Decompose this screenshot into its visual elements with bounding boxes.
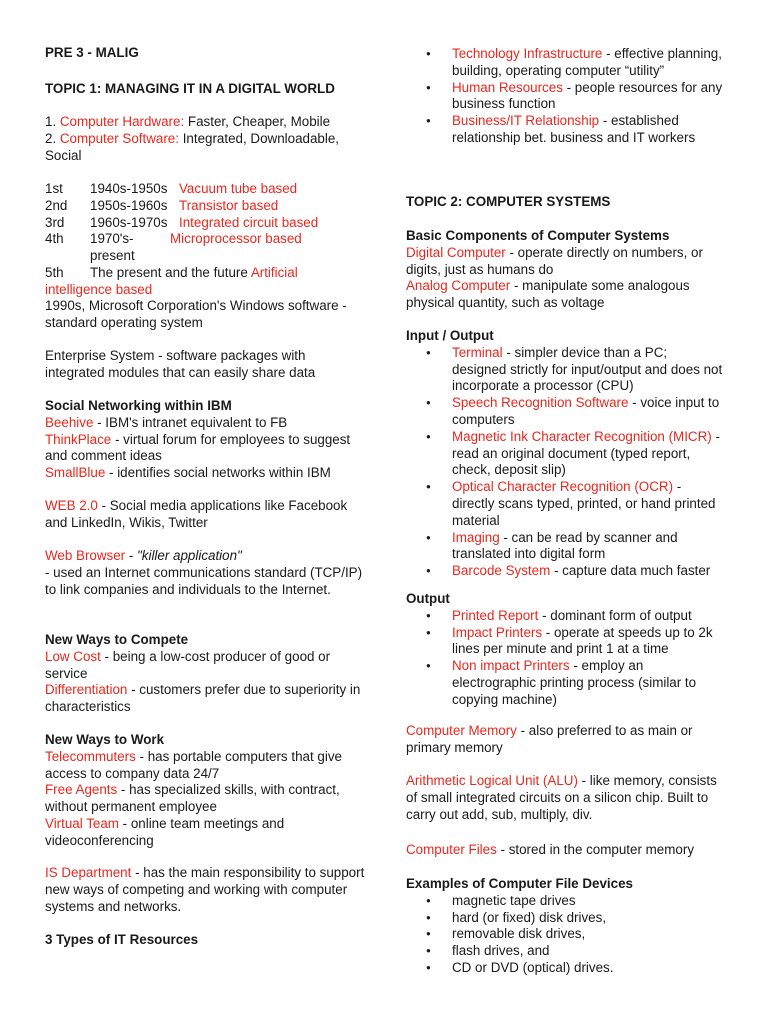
generation-row: 5th The present and the future Artificial intelligence based <box>45 264 298 297</box>
list-item: ● Business/IT Relationship - established relationship bet. business and IT workers <box>406 113 724 147</box>
list-item: ● Optical Character Recognition (OCR) - directly scans typed, printed, or hand printed material <box>406 479 724 529</box>
doc-title: PRE 3 - MALIG <box>45 45 139 60</box>
list-item: ● Technology Infrastructure - effective planning, building, operating computer “utility” <box>406 46 724 80</box>
definition-item: SmallBlue - identifies social networks within IBM <box>45 465 331 481</box>
definition-item: Digital Computer - operate directly on numbers, or digits, just as humans do <box>406 244 703 277</box>
term: Computer Hardware: <box>59 114 185 129</box>
section-heading: Examples of Computer File Devices <box>406 876 633 891</box>
definition-item: Differentiation - customers prefer due to superiority in characteristics <box>45 682 361 715</box>
computer-memory-paragraph: Computer Memory - also preferred to as main or primary memory <box>406 723 693 755</box>
list-item: ● Magnetic Ink Character Recognition (MICR) - read an original document (typed report, check, deposit slip) <box>406 429 724 479</box>
term: Computer Software: <box>59 131 179 146</box>
generation-row: 4th 1970's-present Microprocessor based <box>45 231 302 264</box>
enterprise-paragraph: Enterprise System - software packages with integrated modules that can easily share data <box>45 348 316 380</box>
section-heading: Basic Components of Computer Systems <box>406 228 670 243</box>
list-item: ● hard (or fixed) disk drives, <box>406 910 724 927</box>
list-item: ● Non impact Printers - employ an electrographic printing process (similar to copying machine) <box>406 658 724 708</box>
web20-paragraph: WEB 2.0 - Social media applications like Facebook and LinkedIn, Wikis, Twitter <box>45 498 348 530</box>
list-item: ● Human Resources - people resources for any business function <box>406 80 724 114</box>
file-devices-list <box>406 893 724 977</box>
definition-item: Telecommuters - has portable computers that give access to company data 24/7 <box>45 748 342 781</box>
list-item: ● removable disk drives, <box>406 926 724 943</box>
file-devices-section <box>406 876 724 977</box>
list-item: ● magnetic tape drives <box>406 893 724 910</box>
section-heading: New Ways to Work <box>45 732 165 747</box>
generations-table <box>45 181 365 299</box>
input-output-list <box>406 345 724 580</box>
section-heading: Output <box>406 591 450 606</box>
it-resources-list <box>406 46 724 147</box>
social-networking-section <box>45 398 365 482</box>
alu-paragraph: Arithmetic Logical Unit (ALU) - like memory, consists of small integrated circuits on a silicon chip. Built to carry out add, sub, multiply, div. <box>406 773 717 822</box>
topic-2-heading: TOPIC 2: COMPUTER SYSTEMS <box>406 194 611 209</box>
definition-item: ThinkPlace - virtual forum for employees to suggest and comment ideas <box>45 431 351 464</box>
definition-item: Beehive - IBM's intranet equivalent to FB <box>45 414 288 430</box>
input-output-section <box>406 328 724 580</box>
definition-item: Low Cost - being a low-cost producer of good or service <box>45 648 331 681</box>
section-heading: Input / Output <box>406 328 494 343</box>
is-department-paragraph: IS Department - has the main responsibility to support new ways of competing and working with computer systems and networks. <box>45 865 365 914</box>
list-item: ● Printed Report - dominant form of output <box>406 608 724 625</box>
list-item: ● Terminal - simpler device than a PC; designed strictly for input/output and does not incorporate a processor (CPU) <box>406 345 724 395</box>
list-item: ● flash drives, and <box>406 943 724 960</box>
list-item: ● CD or DVD (optical) drives. <box>406 960 724 977</box>
generation-row: 2nd 1950s-1960s Transistor based <box>45 197 279 213</box>
list-item: ● Imaging - can be read by scanner and translated into digital form <box>406 530 724 564</box>
output-section <box>406 591 724 709</box>
generation-row: 1st 1940s-1950s Vacuum tube based <box>45 181 298 196</box>
definition-item: Analog Computer - manipulate some analogous physical quantity, such as voltage <box>406 278 690 311</box>
definition-item: Virtual Team - online team meetings and videoconferencing <box>45 815 285 848</box>
compete-section <box>45 632 365 716</box>
output-list <box>406 608 724 709</box>
list-item: ● Impact Printers - operate at speeds up to 2k lines per minute and print 1 at a time <box>406 625 724 659</box>
topic-1-heading: TOPIC 1: MANAGING IT IN A DIGITAL WORLD <box>45 81 335 96</box>
basic-components-section <box>406 228 724 312</box>
work-section <box>45 732 365 850</box>
web-browser-paragraph: Web Browser - "killer application" - used an Internet communications standard (TCP/IP) to link companies and individuals to the Internet. <box>45 548 363 597</box>
definition-item: Free Agents - has specialized skills, with contract, without permanent employee <box>45 782 340 815</box>
section-heading: New Ways to Compete <box>45 632 189 647</box>
microsoft-paragraph: 1990s, Microsoft Corporation's Windows software - standard operating system <box>45 298 347 330</box>
it-resources-heading: 3 Types of IT Resources <box>45 932 199 947</box>
numbered-item-software: 2. Computer Software: Integrated, Downloadable, Social <box>45 131 340 163</box>
list-item: ● Barcode System - capture data much faster <box>406 563 724 580</box>
generation-row: 3rd 1960s-1970s Integrated circuit based <box>45 214 319 230</box>
section-heading: Social Networking within IBM <box>45 398 232 413</box>
list-item: ● Speech Recognition Software - voice input to computers <box>406 395 724 429</box>
numbered-item-hardware: 1. Computer Hardware: Faster, Cheaper, Mobile <box>45 114 331 129</box>
computer-files-paragraph: Computer Files - stored in the computer memory <box>406 842 695 857</box>
